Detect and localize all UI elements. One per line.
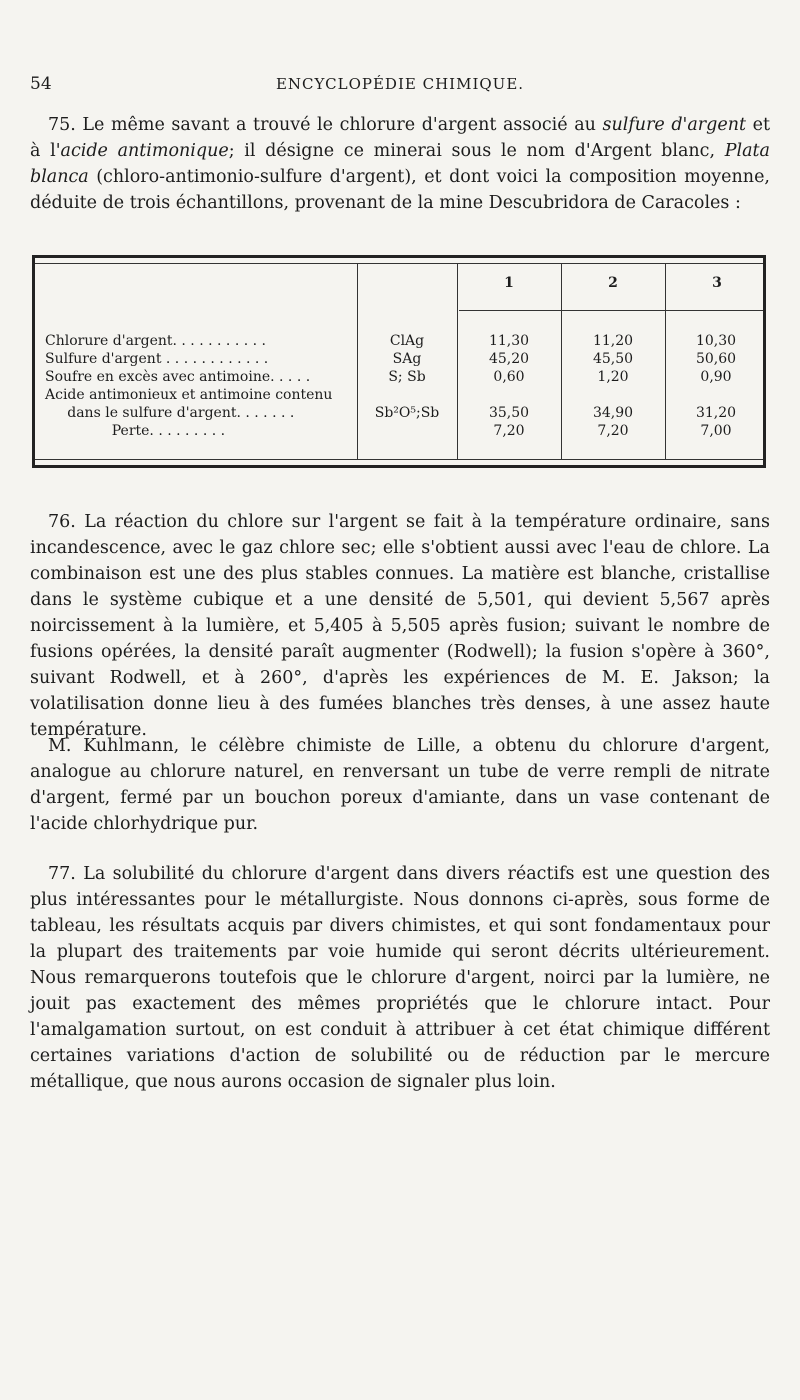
composition-table — [32, 255, 766, 468]
italic-term: acide antimonique — [60, 141, 229, 161]
value-sample-2: 1,20 — [597, 369, 629, 385]
italic-term: Plata blanca — [30, 141, 770, 187]
text-run: M. Kuhlmann, le célèbre chimiste de Lille, a obtenu du chlorure d'argent, analogue au chlorure naturel, en renversant un tube de verre rempli de nitrate d'argent, fermé par un bouchon poreux d'amiante, dans un vase contenant de l'acide chlorhydrique pur. — [30, 736, 770, 834]
value-sample-3: 31,20 — [695, 405, 737, 421]
row-formula: ClAg — [389, 333, 425, 349]
value-sample-2: 11,20 — [592, 333, 634, 349]
value-sample-3: 50,60 — [695, 351, 737, 367]
column-header-1: 1 — [504, 275, 514, 291]
table-row — [35, 387, 763, 404]
value-sample-1: 45,20 — [488, 351, 530, 367]
page-number: 54 — [30, 74, 52, 94]
paragraph-77 — [30, 861, 770, 1095]
row-formula: S; Sb — [388, 369, 426, 385]
table-rule — [35, 459, 763, 460]
row-label: dans le sulfure d'argent. . . . . . . — [45, 405, 295, 421]
running-title: ENCYCLOPÉDIE CHIMIQUE. — [275, 75, 525, 93]
value-sample-1: 7,20 — [493, 423, 525, 439]
value-sample-1: 11,30 — [488, 333, 530, 349]
value-sample-2: 45,50 — [592, 351, 634, 367]
text-run: ; il désigne ce minerai sous le nom d'Argent blanc, — [228, 141, 725, 161]
running-header — [30, 74, 770, 98]
italic-term: sulfure d'argent — [602, 115, 747, 135]
row-formula: Sb²O⁵;Sb — [374, 405, 440, 421]
table-row — [35, 405, 763, 422]
row-formula: SAg — [392, 351, 422, 367]
value-sample-3: 7,00 — [700, 423, 732, 439]
header-rule — [459, 310, 763, 311]
paragraph-75 — [30, 112, 770, 216]
column-header-2: 2 — [608, 275, 618, 291]
paragraph-number: 75. — [48, 115, 76, 135]
table-row — [35, 333, 763, 350]
row-label: Acide antimonieux et antimoine contenu — [45, 387, 333, 403]
row-label: Perte. . . . . . . . . — [45, 423, 226, 439]
value-sample-2: 34,90 — [592, 405, 634, 421]
value-sample-3: 0,90 — [700, 369, 732, 385]
text-run: La réaction du chlore sur l'argent se fait à la température ordinaire, sans incandescence, avec le gaz chlore sec; elle s'obtient aussi avec l'eau de chlore. La combinaison est une des plus stables connues. La matière est blanche, cristallise dans le système cubique et a une densité de 5,501, qui devient 5,567 après noircissement à la lumière, et 5,405 à 5,505 après fusion; suivant le nombre de fusions opérées, la densité paraît augmenter (Rodwell); la fusion s'opère à 360°, suivant Rodwell, et à 260°, d'après les expériences de M. E. Jakson; la volatilisation donne lieu à des fumées blanches très denses, à une assez haute température. — [30, 512, 770, 740]
text-run: La solubilité du chlorure d'argent dans divers réactifs est une question des plus intéressantes pour le métallurgiste. Nous donnons ci-après, sous forme de tableau, les résultats acquis par divers chimistes, et qui sont fondamentaux pour la plupart des traitements par voie humide qui seront décrits ultérieurement. Nous remarquerons toutefois que le chlorure d'argent, noirci par la lumière, ne jouit pas exactement des mêmes propriétés que le chlorure intact. Pour l'amalgamation surtout, on est conduit à attribuer à cet état chimique différent certaines variations d'action de solubilité ou de réduction par le mercure métallique, que nous aurons occasion de signaler plus loin. — [30, 864, 770, 1092]
table-row — [35, 351, 763, 368]
value-sample-1: 0,60 — [493, 369, 525, 385]
paragraph-kuhlmann — [30, 733, 770, 837]
row-label: Chlorure d'argent. . . . . . . . . . . — [45, 333, 266, 349]
table-rule — [35, 263, 763, 264]
paragraph-number: 76. — [48, 512, 76, 532]
table-row — [35, 369, 763, 386]
paragraph-76 — [30, 509, 770, 743]
value-sample-1: 35,50 — [488, 405, 530, 421]
column-header-3: 3 — [712, 275, 722, 291]
text-run: et à l' — [30, 115, 770, 161]
row-label: Soufre en excès avec antimoine. . . . . — [45, 369, 311, 385]
value-sample-3: 10,30 — [695, 333, 737, 349]
row-label: Sulfure d'argent . . . . . . . . . . . . — [45, 351, 269, 367]
text-run: Le même savant a trouvé le chlorure d'argent associé au — [75, 115, 603, 135]
value-sample-2: 7,20 — [597, 423, 629, 439]
table-row — [35, 423, 763, 440]
paragraph-number: 77. — [48, 864, 76, 884]
text-run: (chloro-antimonio-sulfure d'argent), et dont voici la composition moyenne, déduite de trois échantillons, provenant de la mine Descubridora de Caracoles : — [30, 167, 770, 213]
